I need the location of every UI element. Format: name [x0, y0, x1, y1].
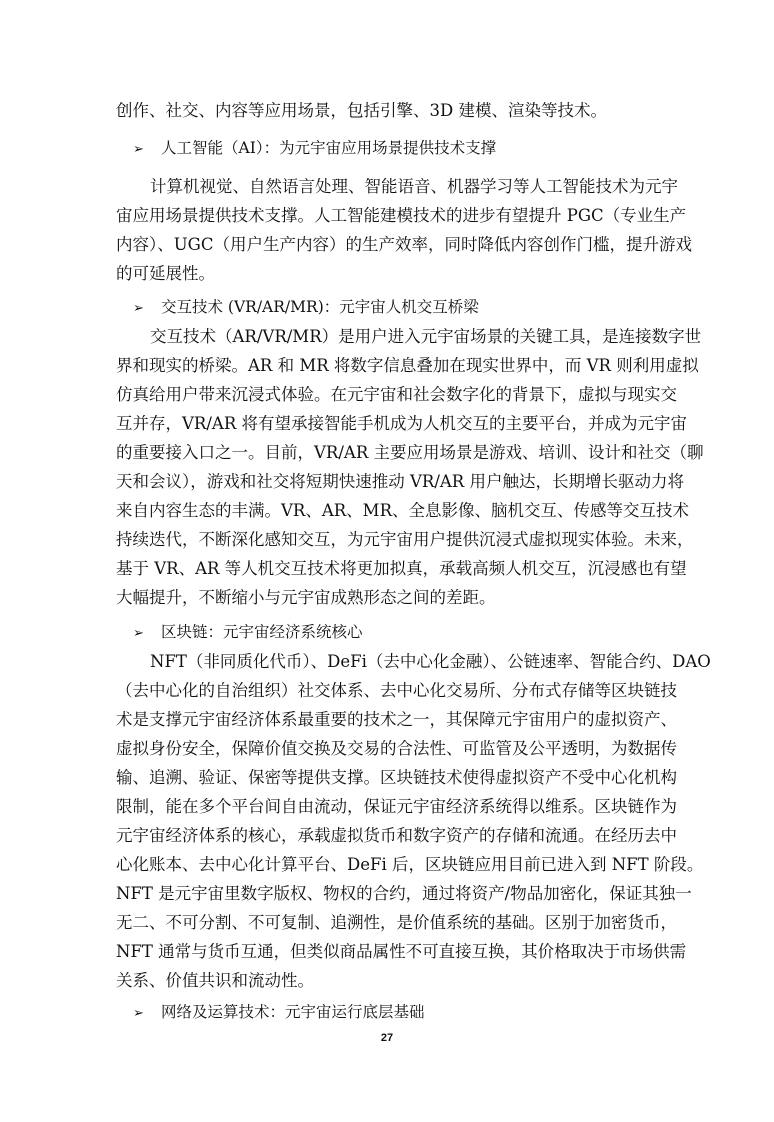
paragraph-line: 界和现实的桥梁。AR 和 MR 将数字信息叠加在现实世界中，而 VR 则利用虚拟	[116, 356, 699, 375]
paragraph-line: 持续迭代，不断深化感知交互，为元宇宙用户提供沉浸式虚拟现实体验。未来，	[116, 530, 694, 549]
paragraph-line: 大幅提升，不断缩小与元宇宙成熟形态之间的差距。	[116, 588, 496, 607]
paragraph-line: 虚拟身份安全，保障价值交换及交易的合法性、可监管及公平透明，为数据传	[116, 739, 677, 758]
section-heading-ai	[133, 138, 496, 160]
paragraph-line: （去中心化的自治组织）社交体系、去中心化交易所、分布式存储等区块链技	[116, 681, 677, 700]
paragraph-line: 关系、价值共识和流动性。	[116, 971, 314, 990]
paragraph-line: 创作、社交、内容等应用场景，包括引擎、3D 建模、渲染等技术。	[116, 101, 607, 120]
paragraph-line: 的重要接入口之一。目前，VR/AR 主要应用场景是游戏、培训、设计和社交（聊	[116, 443, 704, 462]
paragraph-line: 术是支撑元宇宙经济体系最重要的技术之一，其保障元宇宙用户的虚拟资产、	[116, 710, 677, 729]
bullet-arrow-icon: ➢	[133, 1006, 144, 1021]
section-heading-text: 交互技术 (VR/AR/MR)：元宇宙人机交互桥梁	[161, 298, 479, 316]
section-heading-text: 人工智能（AI）：为元宇宙应用场景提供技术支撑	[161, 139, 497, 157]
paragraph-line: 计算机视觉、自然语言处理、智能语音、机器学习等人工智能技术为元宇	[150, 177, 678, 196]
paragraph-line: 的可延展性。	[116, 264, 215, 283]
section-heading-text: 区块链：元宇宙经济系统核心	[161, 623, 363, 641]
paragraph-line: 无二、不可分割、不可复制、追溯性，是价值系统的基础。区别于加密货币，	[116, 913, 677, 932]
paragraph-line: 基于 VR、AR 等人机交互技术将更加拟真，承载高频人机交互，沉浸感也有望	[116, 559, 687, 578]
paragraph-line: 互并存，VR/AR 将有望承接智能手机成为人机交互的主要平台，并成为元宇宙	[116, 414, 687, 433]
paragraph-line: 来自内容生态的丰满。VR、AR、MR、全息影像、脑机交互、传感等交互技术	[116, 501, 689, 520]
bullet-arrow-icon: ➢	[133, 626, 144, 641]
paragraph-line: 元宇宙经济体系的核心，承载虚拟货币和数字资产的存储和流通。在经历去中	[116, 826, 677, 845]
section-heading-text: 网络及运算技术：元宇宙运行底层基础	[161, 1003, 425, 1021]
page-number: 27	[380, 1032, 394, 1044]
paragraph-line: 限制，能在多个平台间自由流动，保证元宇宙经济系统得以维系。区块链作为	[116, 797, 677, 816]
paragraph-line: 内容）、UGC（用户生产内容）的生产效率，同时降低内容创作门槛，提升游戏	[116, 235, 692, 254]
paragraph-line: 宙应用场景提供技术支撑。人工智能建模技术的进步有望提升 PGC（专业生产	[116, 206, 687, 225]
section-heading-network	[133, 1002, 425, 1024]
bullet-arrow-icon: ➢	[133, 301, 144, 316]
paragraph-line: 天和会议），游戏和社交将短期快速推动 VR/AR 用户触达，长期增长驱动力将	[116, 472, 684, 491]
paragraph-line: 心化账本、去中心化计算平台、DeFi 后，区块链应用目前已进入到 NFT 阶段。	[116, 855, 704, 874]
bullet-arrow-icon: ➢	[133, 142, 144, 157]
paragraph-line: 仿真给用户带来沉浸式体验。在元宇宙和社会数字化的背景下，虚拟与现实交	[116, 385, 677, 404]
section-heading-interaction	[133, 297, 479, 319]
section-heading-blockchain	[133, 622, 363, 644]
paragraph-line: 交互技术（AR/VR/MR）是用户进入元宇宙场景的关键工具，是连接数字世	[150, 327, 702, 346]
paragraph-line: NFT 是元宇宙里数字版权、物权的合约，通过将资产/物品加密化，保证其独一	[116, 884, 692, 903]
paragraph-line: NFT 通常与货币互通，但类似商品属性不可直接互换，其价格取决于市场供需	[116, 942, 687, 961]
paragraph-line: NFT（非同质化代币）、DeFi（去中心化金融）、公链速率、智能合约、DAO	[150, 652, 711, 671]
paragraph-line: 输、追溯、验证、保密等提供支撑。区块链技术使得虚拟资产不受中心化机构	[116, 768, 677, 787]
